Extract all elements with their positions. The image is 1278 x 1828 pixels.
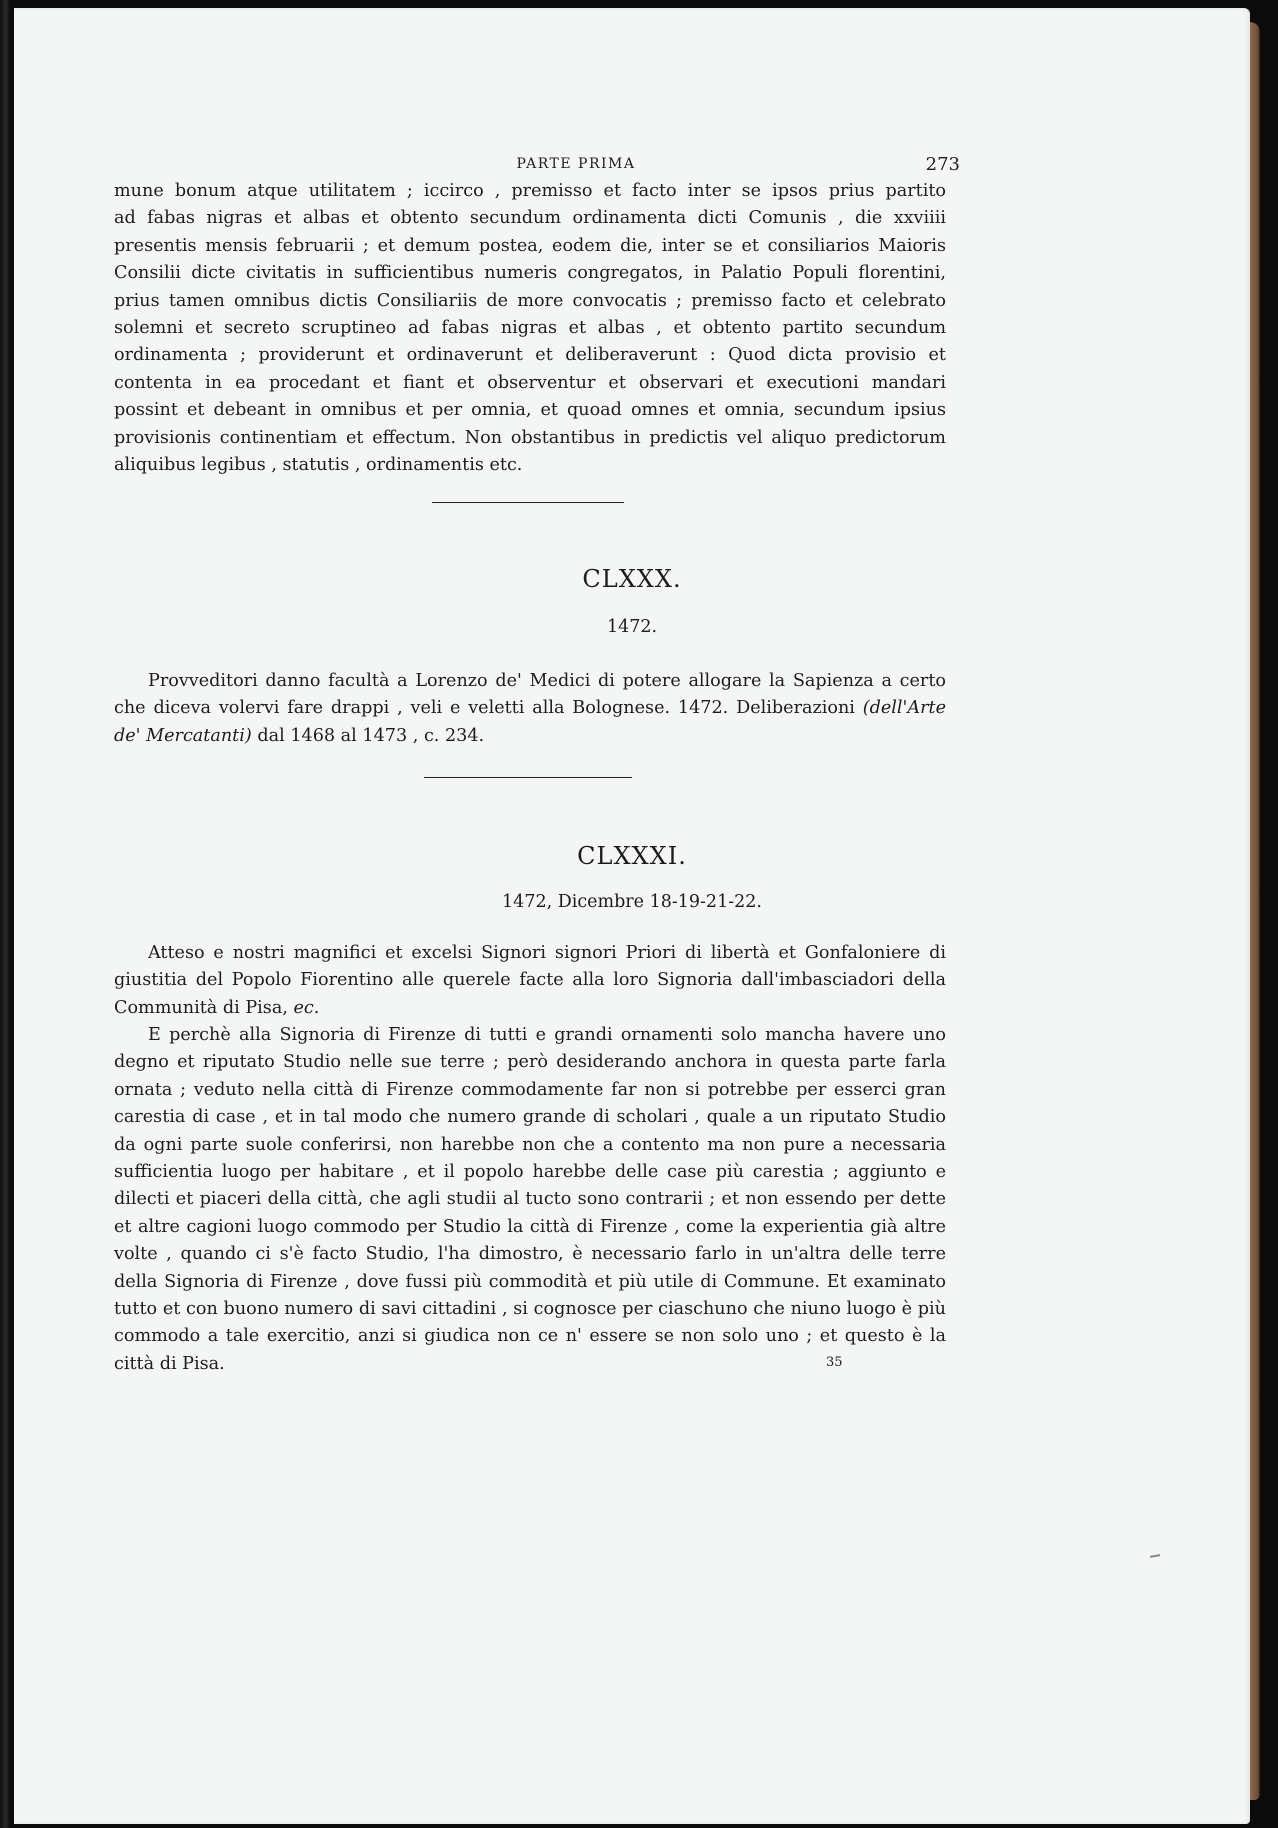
section-divider: [432, 502, 624, 503]
text-line: Consilii dicte civitatis in sufficientibus numeris congregatos, in Palatio Populi florentini,: [114, 263, 946, 284]
running-head: [14, 156, 1250, 180]
continuation-paragraph: [114, 178, 946, 479]
summary-source-italic: (dell'Arte de' Mercatanti): [114, 698, 946, 746]
text-line: contenta in ea procedant et fiant et observentur et observari et executioni mandari: [114, 372, 946, 393]
paragraph-italic: ec.: [293, 997, 320, 1018]
paragraph-text: Atteso e nostri magnifici et excelsi Signori signori Priori di libertà et Gonfaloniere di giustitia del Popolo Fiorentino alle querele facte alla loro Signoria dall'imbasciadori della Communità di Pisa,: [114, 943, 946, 1018]
paragraph-text: E perchè alla Signoria di Firenze di tutti e grandi ornamenti solo mancha havere uno degno et riputato Studio nelle sue terre ; però desiderando anchora in questa parte farla ornata ; veduto nella città di Firenze commodamente far non si potrebbe per esserci gran carestia di case , et in tal modo che numero grande di scholari , quale a un riputato Studio da ogni parte suole conferirsi, non harebbe non che a contento ma non pure a necessaria sufficientia luogo per habitare , et il popolo harebbe delle case più carestia ; aggiunto e dilecti et piaceri della città, che agli studii al tucto sono contrarii ; et non essendo per dette et altre cagioni luogo commodo per Studio la città di Firenze , come la experientia già altre volte , quando ci s'è facto Studio, l'ha dimostro, è necessario farlo in un'altra delle terre della Signoria di Firenze , dove fussi più commodità et più utile di Commune. Et examinato tutto et con buono numero di savi cittadini , si cognosce per ciaschuno che niuno luogo è più commodo a tale exercitio, anzi si giudica non ce n' essere se non solo uno ; et questo è la città di Pisa.: [114, 1025, 946, 1374]
page-number: 273: [925, 154, 960, 175]
text-line: possint et debeant in omnibus et per omnia, et quoad omnes et omnia, secundum ipsius: [114, 400, 946, 421]
document-paragraph: [114, 1022, 946, 1378]
text-line: solemni et secreto scruptineo ad fabas nigras et albas , et obtento partito secundum: [114, 318, 946, 339]
text-line: prius tamen omnibus dictis Consiliariis de more convocatis ; premisso facto et celebrato: [114, 290, 946, 311]
text-line: presentis mensis februarii ; et demum postea, eodem die, inter se et consiliarios Maioris: [114, 235, 946, 256]
text-line: ordinamenta ; providerunt et ordinaverunt et deliberaverunt : Quod dicta provisio et: [114, 345, 946, 366]
document-date: 1472.: [606, 617, 658, 637]
text-line: provisionis continentiam et effectum. Non obstantibus in predictis vel aliquo predictorum: [114, 427, 946, 448]
signature-mark: 35: [826, 1355, 843, 1370]
section-divider: [424, 777, 632, 778]
text-line: mune bonum atque utilitatem ; iccirco , premisso et facto inter se ipsos prius partito: [114, 181, 946, 201]
document-summary: [114, 668, 946, 750]
document-date: 1472, Dicembre 18-19-21-22.: [502, 892, 762, 912]
text-line: aliquibus legibus , statutis , ordinamentis etc.: [114, 455, 523, 476]
document-number: CLXXXI.: [577, 842, 687, 870]
document-number: CLXXX.: [582, 565, 682, 593]
running-title: PARTE PRIMA: [516, 156, 636, 172]
document-paragraph: [114, 940, 946, 1022]
summary-citation: dal 1468 al 1473 , c. 234.: [251, 725, 485, 746]
previous-leaf-edge: [0, 0, 10, 1828]
summary-text: Provveditori danno facultà a Lorenzo de' Medici di potere allogare la Sapienza a certo che diceva volervi fare drappi , veli e veletti alla Bolognese. 1472. Deliberazioni: [114, 671, 946, 719]
text-line: ad fabas nigras et albas et obtento secundum ordinamenta dicti Comunis , die xxviiii: [114, 208, 946, 229]
